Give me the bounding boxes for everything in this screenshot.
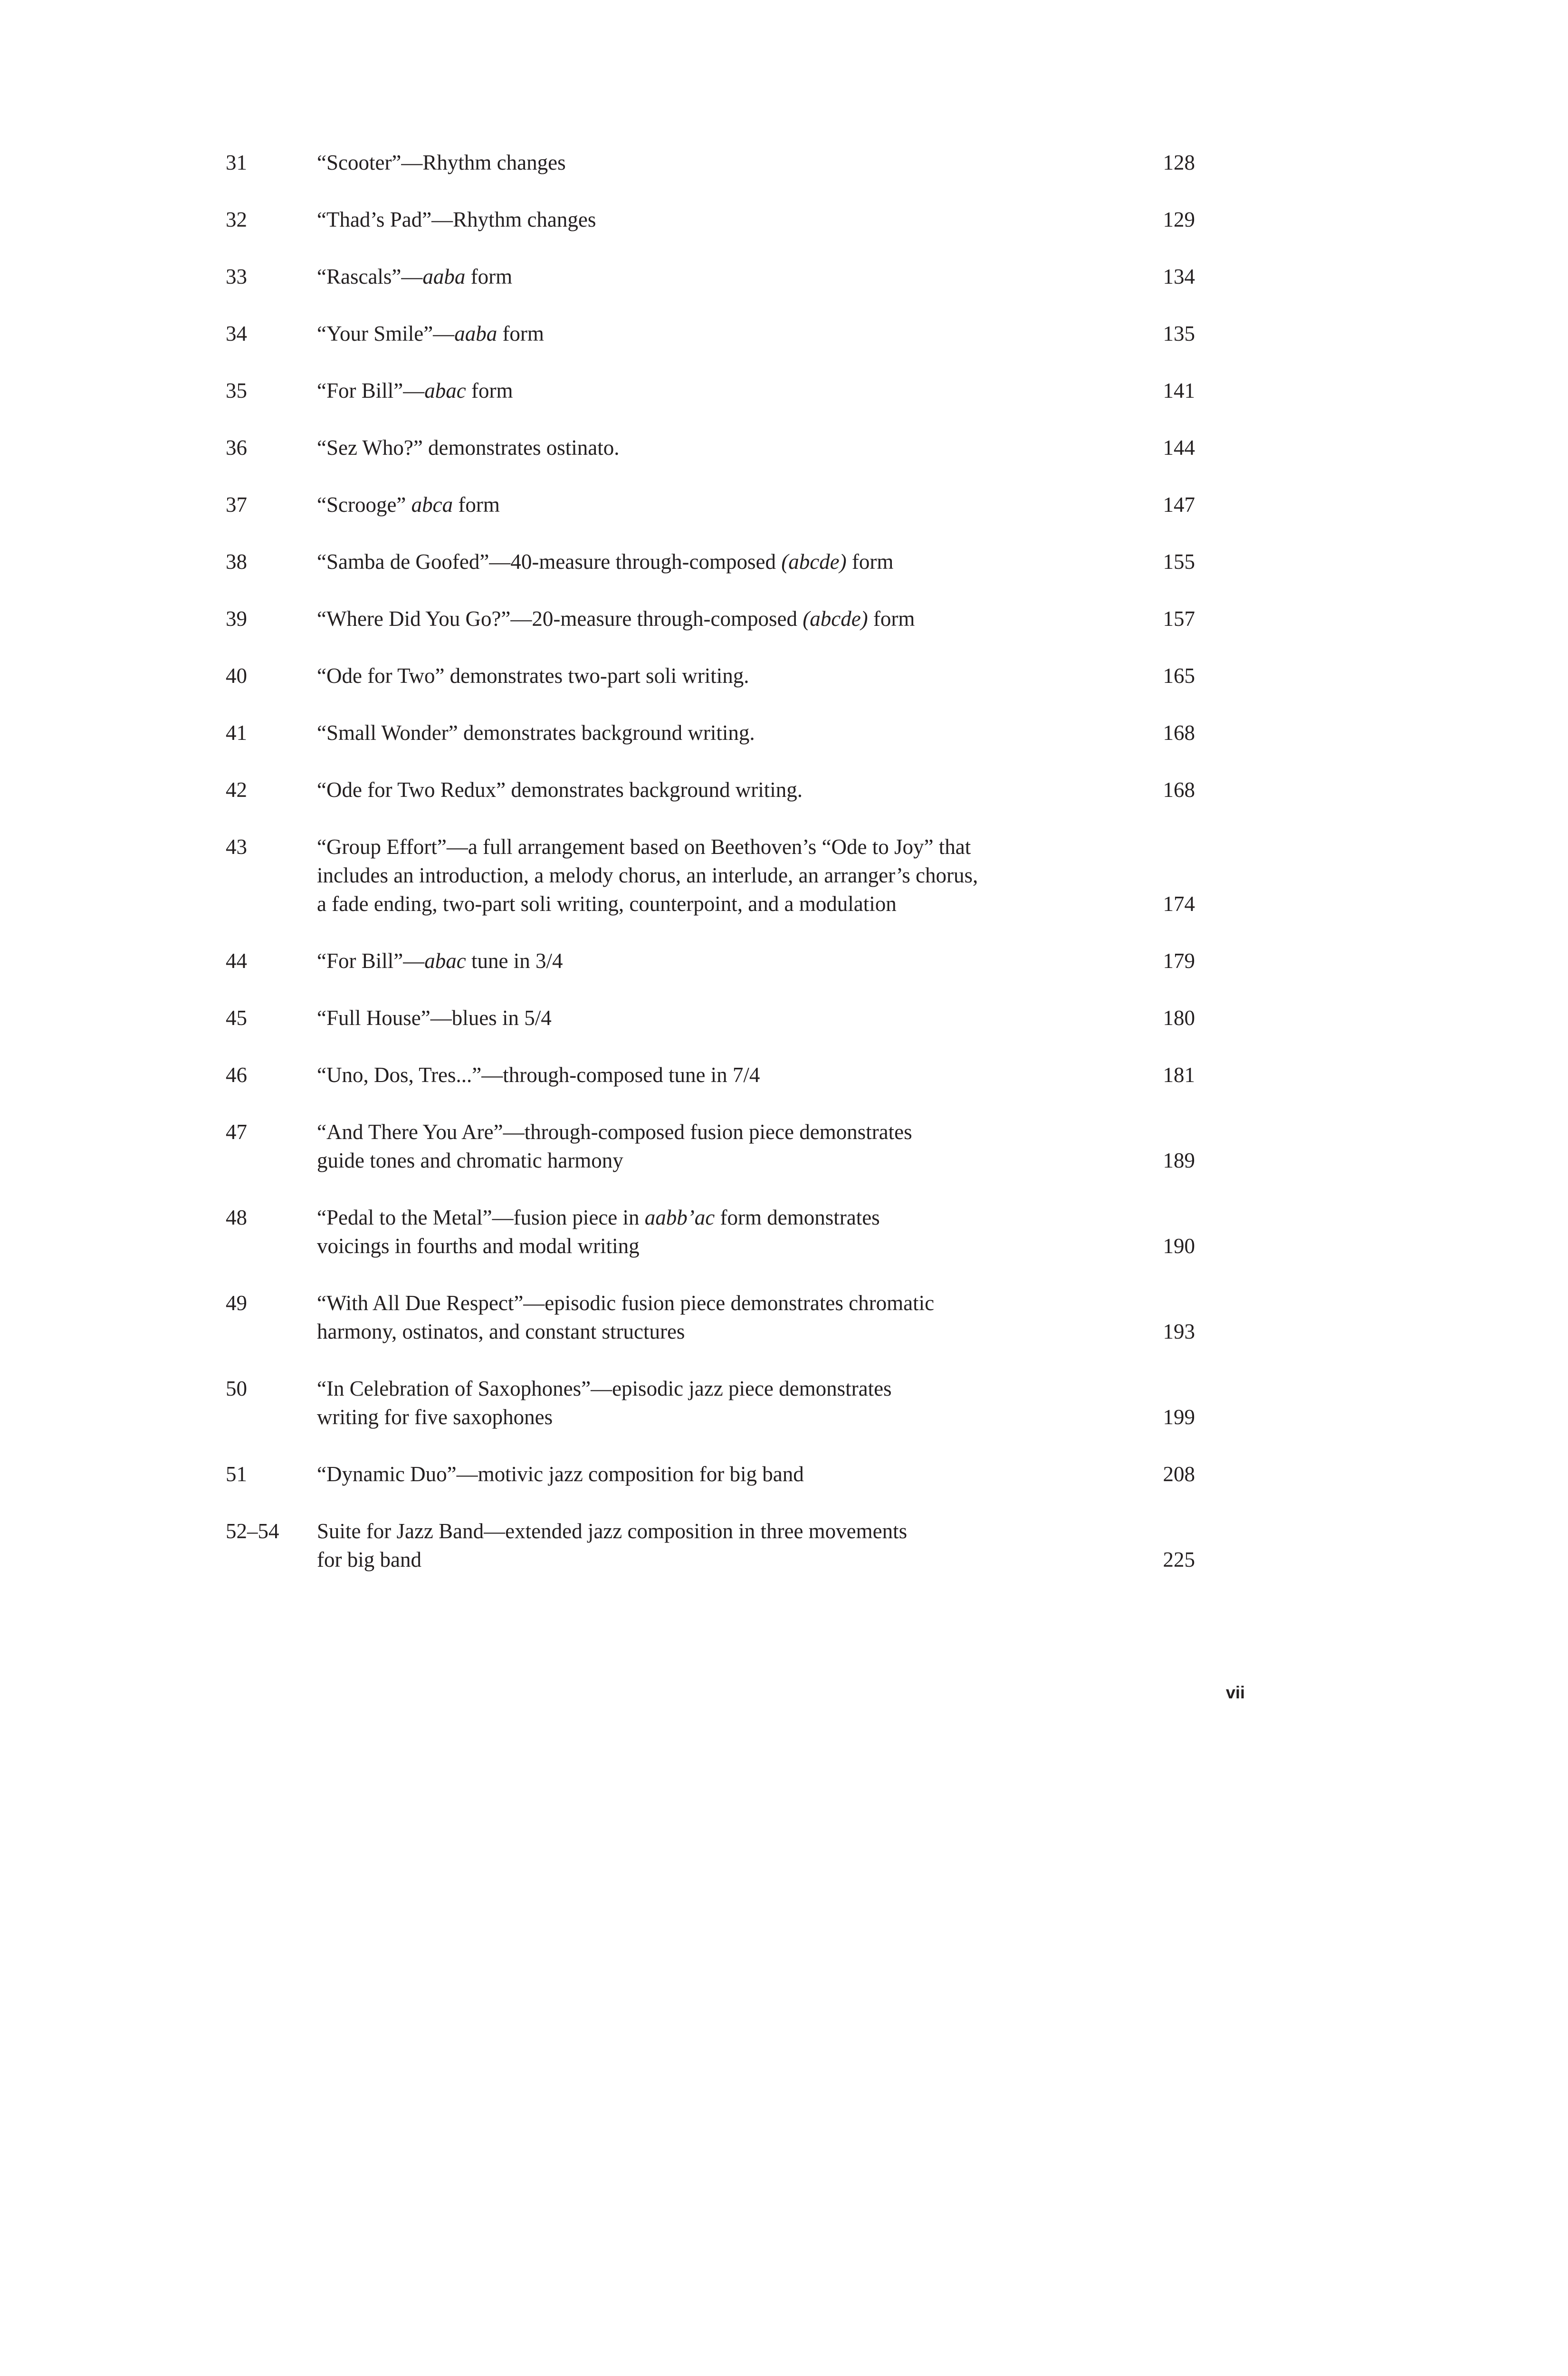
toc-entry [226,661,1205,690]
example-number: 35 [226,379,247,402]
toc-entry [226,547,1205,576]
example-description [317,604,1077,633]
toc-entry [226,319,1205,348]
toc-entry [226,1289,1205,1346]
example-number: 41 [226,721,247,745]
page-reference: 181 [1163,1063,1195,1087]
example-number: 34 [226,322,247,345]
example-number: 33 [226,265,247,288]
example-description [317,1289,1077,1346]
toc-entry [226,604,1205,633]
example-description [317,205,1077,234]
example-number: 40 [226,664,247,688]
description-text: tune in 3/4 [466,949,563,973]
toc-entry [226,1061,1205,1089]
description-text: “Your Smile”— [317,322,455,345]
example-description [317,148,1077,177]
example-number: 38 [226,550,247,574]
description-text: form demonstrates voicings in fourths and modal writing [317,1206,880,1258]
example-description [317,1203,1077,1260]
example-number: 47 [226,1120,247,1144]
description-text: form [868,607,915,631]
toc-entry [226,947,1205,975]
page-reference: 128 [1163,151,1195,174]
example-number: 52–54 [226,1519,279,1543]
example-description [317,376,1077,405]
example-number: 37 [226,493,247,517]
example-description [317,1460,1077,1488]
description-text: “Rascals”— [317,265,423,288]
page-reference: 155 [1163,550,1195,574]
page-reference: 129 [1163,208,1195,231]
description-text: “Thad’s Pad”—Rhythm changes [317,208,596,231]
example-description [317,1517,1077,1574]
example-number: 50 [226,1377,247,1400]
description-text: “Pedal to the Metal”—fusion piece in [317,1206,645,1229]
form-label-italic: aabb’ac [644,1206,715,1229]
toc-entry [226,1517,1205,1574]
description-text: form [497,322,544,345]
example-number: 51 [226,1462,247,1486]
example-description [317,1061,1077,1089]
example-description [317,262,1077,291]
description-text: form [465,265,513,288]
description-text: “And There You Are”—through-composed fusion piece demonstrates guide tones and chromatic harmony [317,1120,912,1172]
toc-entry [226,1118,1205,1175]
toc-entry [226,490,1205,519]
description-text: “Scooter”—Rhythm changes [317,151,566,174]
form-label-italic: abac [424,379,466,402]
description-text: “Scrooge” [317,493,411,517]
description-text: “Full House”—blues in 5/4 [317,1006,552,1030]
description-text: “Ode for Two Redux” demonstrates background writing. [317,778,803,802]
description-text: “Sez Who?” demonstrates ostinato. [317,436,620,460]
page-reference: 179 [1163,949,1195,973]
page-reference: 141 [1163,379,1195,402]
page-reference: 157 [1163,607,1195,631]
toc-entry [226,262,1205,291]
example-description [317,719,1077,747]
page-reference: 174 [1163,892,1195,916]
description-text: “Dynamic Duo”—motivic jazz composition for big band [317,1462,804,1486]
table-of-examples [226,148,1205,1602]
page-reference: 208 [1163,1462,1195,1486]
description-text: “Ode for Two” demonstrates two-part soli writing. [317,664,749,688]
example-number: 32 [226,208,247,231]
toc-entry [226,1004,1205,1032]
description-text: “Group Effort”—a full arrangement based on Beethoven’s “Ode to Joy” that includes an introduction, a melody chorus, an interlude, an arranger’s chorus, a fade ending, two-part soli writing, counterpoint, and a modulation [317,835,978,916]
page-reference: 190 [1163,1234,1195,1258]
form-label-italic: aaba [422,265,466,288]
description-text: “In Celebration of Saxophones”—episodic jazz piece demonstrates writing for five saxophones [317,1377,892,1429]
form-label-italic: abca [411,493,453,517]
example-description [317,947,1077,975]
example-number: 43 [226,835,247,859]
form-label-italic: (abcde) [781,550,847,574]
description-text: “For Bill”— [317,949,425,973]
example-number: 48 [226,1206,247,1229]
page-reference: 135 [1163,322,1195,345]
toc-entry [226,719,1205,747]
example-number: 45 [226,1006,247,1030]
description-text: “Small Wonder” demonstrates background writing. [317,721,755,745]
example-description [317,1118,1077,1175]
description-text: form [453,493,500,517]
example-number: 36 [226,436,247,460]
page-reference: 199 [1163,1405,1195,1429]
description-text: “Uno, Dos, Tres...”—through-composed tune in 7/4 [317,1063,760,1087]
description-text: “With All Due Respect”—episodic fusion piece demonstrates chromatic harmony, ostinatos, and constant structures [317,1291,935,1343]
example-number: 31 [226,151,247,174]
example-description [317,319,1077,348]
description-text: “Samba de Goofed”—40-measure through-composed [317,550,782,574]
toc-entry [226,376,1205,405]
page-reference: 147 [1163,493,1195,517]
example-description [317,776,1077,804]
example-number: 39 [226,607,247,631]
example-description [317,433,1077,462]
page-reference: 180 [1163,1006,1195,1030]
description-text: “Where Did You Go?”—20-measure through-composed [317,607,803,631]
example-number: 42 [226,778,247,802]
example-description [317,833,1077,918]
example-description [317,1004,1077,1032]
page-reference: 189 [1163,1149,1195,1172]
toc-entry [226,205,1205,234]
toc-entry [226,1374,1205,1431]
page-reference: 165 [1163,664,1195,688]
toc-entry [226,1203,1205,1260]
example-description [317,661,1077,690]
toc-entry [226,1460,1205,1488]
toc-entry [226,433,1205,462]
page-reference: 168 [1163,721,1195,745]
example-description [317,1374,1077,1431]
example-number: 44 [226,949,247,973]
form-label-italic: abac [424,949,466,973]
example-description [317,547,1077,576]
toc-entry [226,148,1205,177]
page-reference: 144 [1163,436,1195,460]
description-text: “For Bill”— [317,379,425,402]
toc-entry [226,776,1205,804]
form-label-italic: aaba [454,322,497,345]
page-reference: 225 [1163,1548,1195,1571]
example-description [317,490,1077,519]
page-reference: 193 [1163,1320,1195,1343]
page-reference: 134 [1163,265,1195,288]
description-text: form [466,379,513,402]
description-text: form [846,550,894,574]
description-text: Suite for Jazz Band—extended jazz composition in three movements for big band [317,1519,908,1571]
toc-entry [226,833,1205,918]
example-number: 46 [226,1063,247,1087]
form-label-italic: (abcde) [803,607,868,631]
page-reference: 168 [1163,778,1195,802]
page-number-folio: vii [1225,1683,1245,1702]
example-number: 49 [226,1291,247,1315]
